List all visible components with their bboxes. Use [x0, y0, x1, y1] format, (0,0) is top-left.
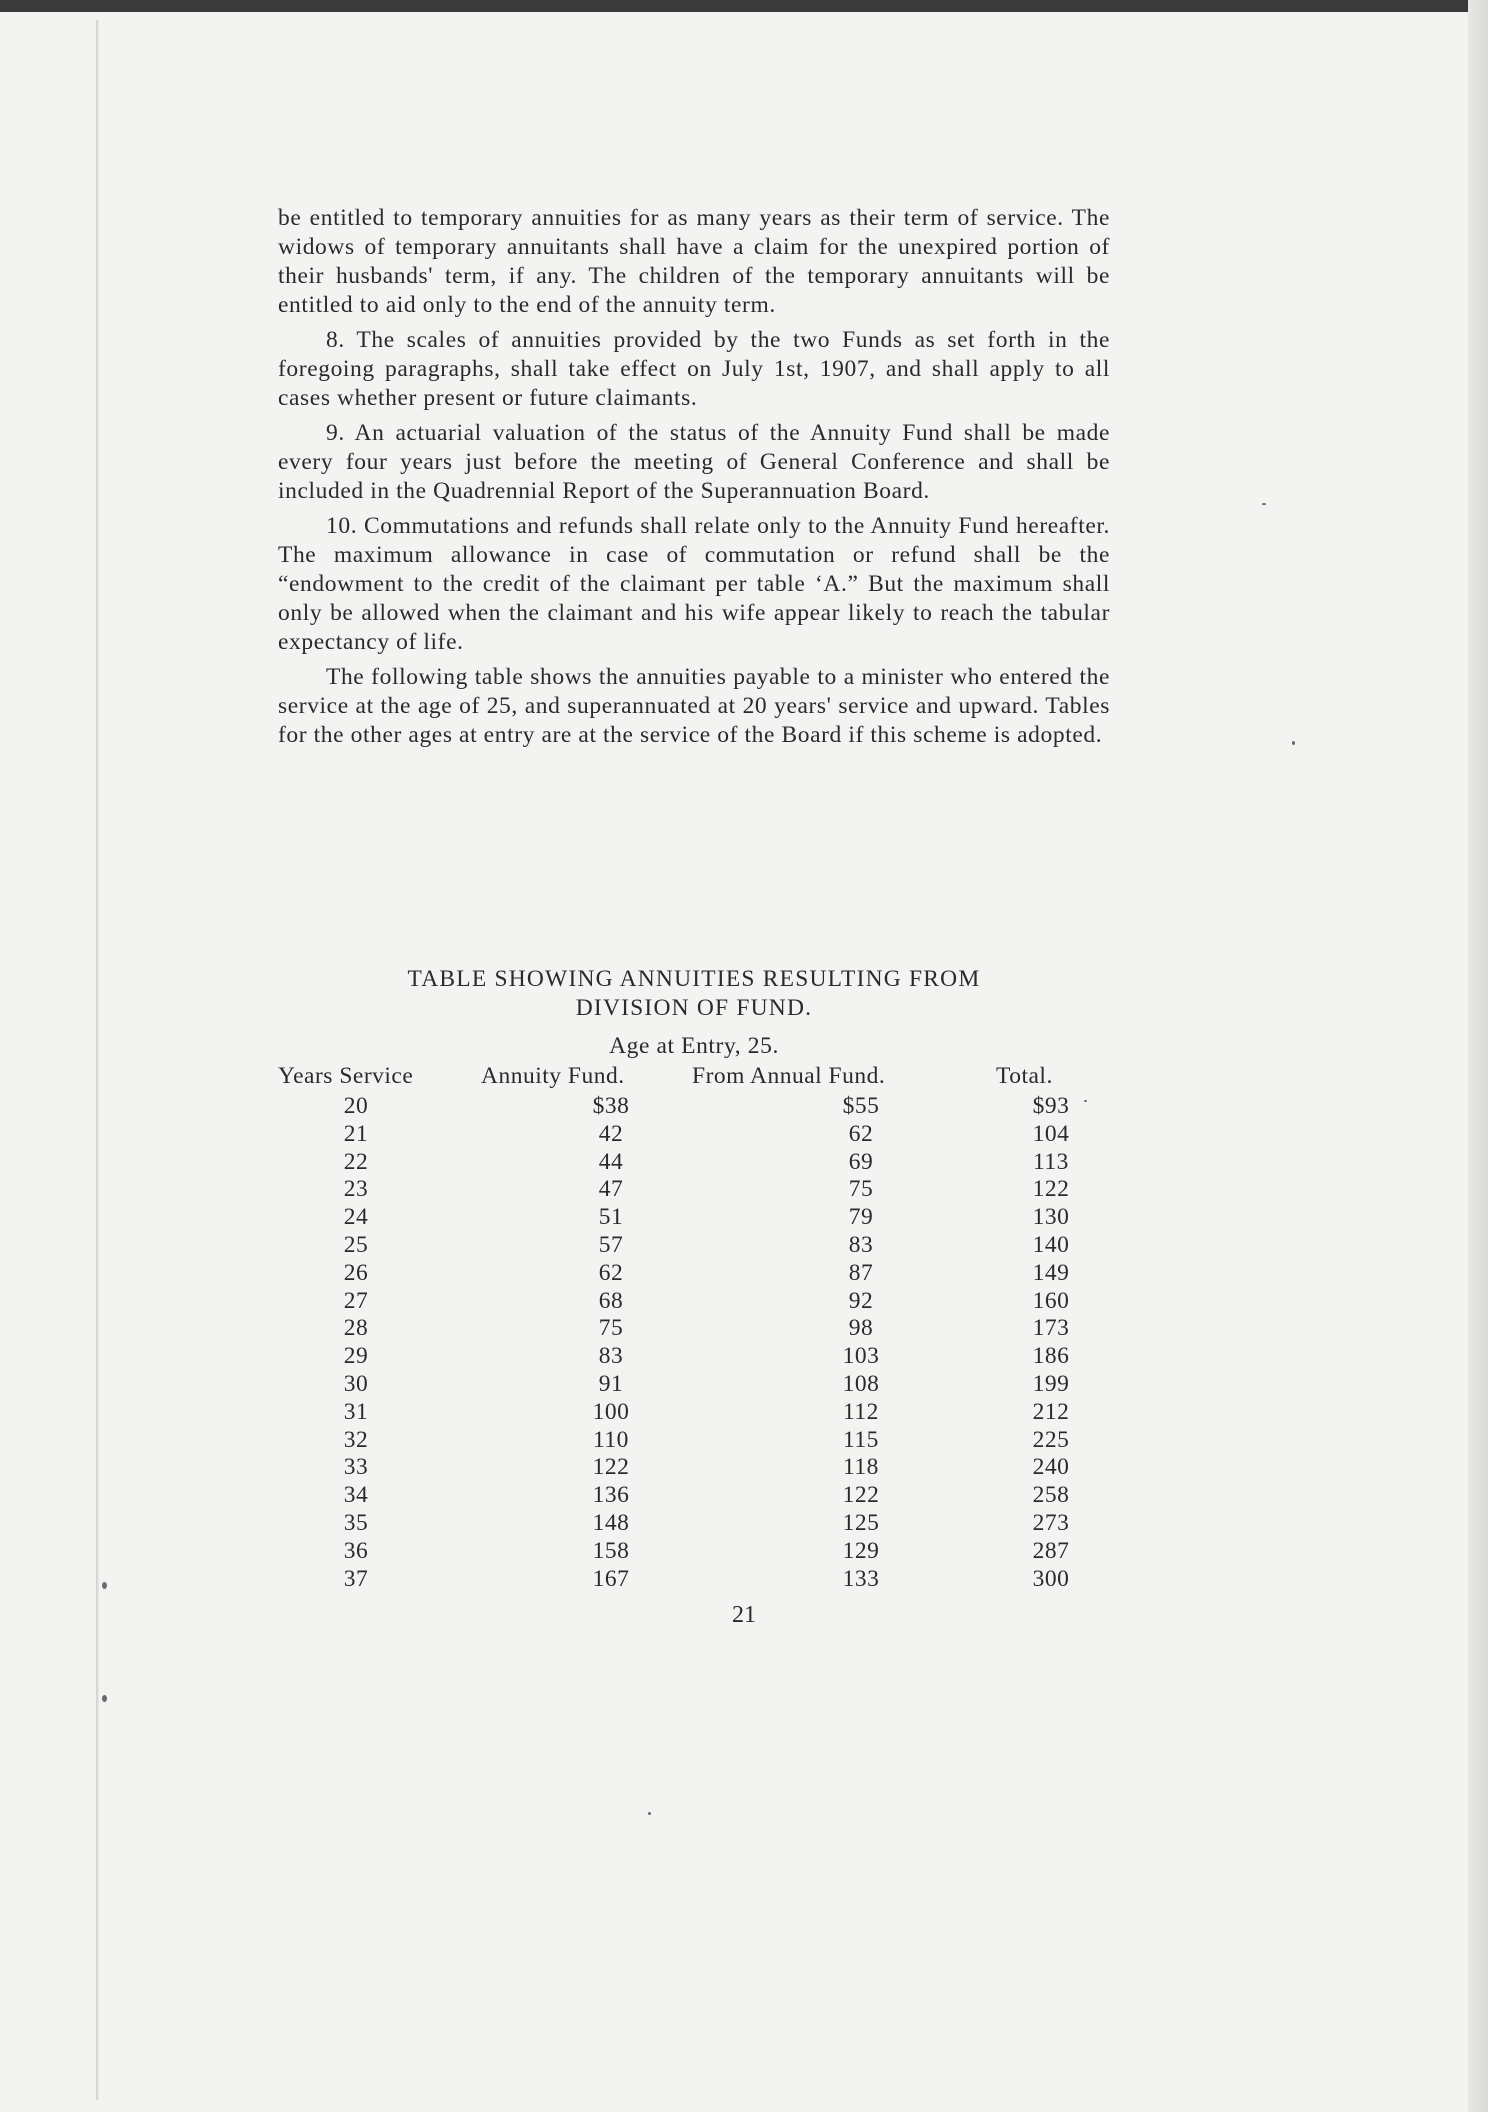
header-annual-fund: From Annual Fund. — [692, 1063, 886, 1089]
table-row — [276, 1093, 1116, 1121]
cell-annuity-fund: 83 — [598, 1343, 624, 1370]
cell-years-service: 29 — [343, 1343, 369, 1370]
cell-annual-fund: 103 — [842, 1343, 880, 1370]
table-row — [276, 1566, 1116, 1594]
cell-total: 130 — [1032, 1204, 1070, 1231]
scan-speck — [102, 1695, 107, 1702]
cell-annuity-fund: $38 — [592, 1093, 630, 1119]
cell-annuity-fund: 51 — [598, 1204, 624, 1231]
paragraph-8: 8. The scales of annuities provided by the two Funds as set forth in the foregoing paragraphs, shall take effect on July 1st, 1907, and shall apply to all cases whether present or future claimants. — [278, 327, 1110, 411]
cell-total: 273 — [1032, 1509, 1070, 1536]
cell-years-service: 28 — [343, 1315, 369, 1342]
table-row — [276, 1399, 1116, 1427]
cell-years-service: 20 — [343, 1093, 369, 1119]
cell-total: 300 — [1032, 1565, 1070, 1592]
cell-total: 140 — [1032, 1231, 1070, 1258]
scan-speck — [1084, 1100, 1087, 1102]
cell-annual-fund: 69 — [848, 1148, 874, 1175]
cell-years-service: 35 — [343, 1509, 369, 1536]
paragraph-10: 10. Commutations and refunds shall relate only to the Annuity Fund hereafter. The maximum allowance in case of commutation or refund shall be the “endowment to the credit of the claimant per table ‘A.” But the maximum shall only be allowed when the claimant and his wife appear likely to reach the tabular expectancy of life. — [278, 513, 1110, 655]
cell-annual-fund: 112 — [843, 1398, 879, 1425]
cell-years-service: 33 — [343, 1454, 369, 1481]
cell-annuity-fund: 110 — [593, 1426, 629, 1453]
cell-total: 160 — [1032, 1287, 1070, 1314]
cell-years-service: 27 — [343, 1287, 369, 1314]
cell-annuity-fund: 136 — [592, 1482, 630, 1509]
cell-annual-fund: 125 — [842, 1509, 880, 1536]
table-row — [276, 1149, 1116, 1177]
cell-total: 212 — [1032, 1398, 1070, 1425]
cell-total: $93 — [1032, 1093, 1070, 1119]
cell-total: 258 — [1032, 1482, 1070, 1509]
cell-years-service: 26 — [343, 1259, 369, 1286]
page-number: 21 — [732, 1602, 756, 1628]
cell-annual-fund: 79 — [848, 1204, 874, 1231]
table-row — [276, 1510, 1116, 1538]
table-row — [276, 1288, 1116, 1316]
cell-years-service: 36 — [343, 1537, 369, 1564]
table-row — [276, 1315, 1116, 1343]
table-row — [276, 1121, 1116, 1149]
cell-total: 122 — [1032, 1176, 1070, 1203]
table-body — [276, 1093, 1116, 1593]
cell-annuity-fund: 62 — [598, 1259, 624, 1286]
table-title-line-1: TABLE SHOWING ANNUITIES RESULTING FROM — [407, 966, 981, 992]
cell-annuity-fund: 158 — [592, 1537, 630, 1564]
scan-speck — [1292, 741, 1295, 745]
cell-annual-fund: 87 — [848, 1259, 874, 1286]
table-title-line-2: DIVISION OF FUND. — [575, 995, 813, 1021]
cell-total: 113 — [1033, 1148, 1069, 1175]
table-row — [276, 1482, 1116, 1510]
table-row — [276, 1176, 1116, 1204]
cell-total: 199 — [1032, 1370, 1070, 1397]
cell-annuity-fund: 57 — [598, 1231, 624, 1258]
cell-total: 104 — [1032, 1120, 1070, 1147]
cell-annuity-fund: 42 — [598, 1120, 624, 1147]
cell-years-service: 21 — [343, 1120, 369, 1147]
table-row — [276, 1371, 1116, 1399]
paragraph-9: 9. An actuarial valuation of the status of the Annuity Fund shall be made every four years just before the meeting of General Conference and shall be included in the Quadrennial Report of the Superannuation Board. — [278, 420, 1110, 504]
cell-total: 225 — [1032, 1426, 1070, 1453]
cell-annuity-fund: 68 — [598, 1287, 624, 1314]
cell-annuity-fund: 100 — [592, 1398, 630, 1425]
cell-years-service: 23 — [343, 1176, 369, 1203]
annuities-table — [276, 1063, 1116, 1593]
cell-years-service: 32 — [343, 1426, 369, 1453]
cell-annuity-fund: 148 — [592, 1509, 630, 1536]
table-row — [276, 1260, 1116, 1288]
header-total: Total. — [996, 1063, 1053, 1089]
cell-years-service: 25 — [343, 1231, 369, 1258]
header-years-service: Years Service — [278, 1063, 414, 1089]
cell-annual-fund: 75 — [848, 1176, 874, 1203]
cell-years-service: 24 — [343, 1204, 369, 1231]
cell-annual-fund: 129 — [842, 1537, 880, 1564]
cell-total: 287 — [1032, 1537, 1070, 1564]
table-row — [276, 1232, 1116, 1260]
cell-annuity-fund: 44 — [598, 1148, 624, 1175]
cell-years-service: 30 — [343, 1370, 369, 1397]
cell-annual-fund: 98 — [848, 1315, 874, 1342]
cell-annual-fund: 115 — [843, 1426, 879, 1453]
table-row — [276, 1427, 1116, 1455]
paragraph-continuation: be entitled to temporary annuities for as many years as their term of service. The widows of temporary annuitants shall have a claim for the unexpired portion of their husbands' term, if any. The children of the temporary annuitants will be entitled to aid only to the end of the annuity term. — [278, 205, 1110, 318]
cell-total: 186 — [1032, 1343, 1070, 1370]
cell-annuity-fund: 91 — [598, 1370, 624, 1397]
table-row — [276, 1454, 1116, 1482]
cell-years-service: 31 — [343, 1398, 369, 1425]
cell-annual-fund: 83 — [848, 1231, 874, 1258]
cell-annual-fund: $55 — [842, 1093, 880, 1119]
cell-total: 173 — [1032, 1315, 1070, 1342]
cell-annual-fund: 118 — [843, 1454, 879, 1481]
table-row — [276, 1538, 1116, 1566]
table-row — [276, 1204, 1116, 1232]
table-subtitle: Age at Entry, 25. — [609, 1033, 779, 1059]
table-header-row — [276, 1063, 1116, 1093]
table-row — [276, 1343, 1116, 1371]
cell-total: 149 — [1032, 1259, 1070, 1286]
cell-total: 240 — [1032, 1454, 1070, 1481]
cell-annual-fund: 133 — [842, 1565, 880, 1592]
cell-annuity-fund: 167 — [592, 1565, 630, 1592]
header-annuity-fund: Annuity Fund. — [481, 1063, 625, 1089]
cell-years-service: 37 — [343, 1565, 369, 1592]
cell-annual-fund: 62 — [848, 1120, 874, 1147]
cell-years-service: 34 — [343, 1482, 369, 1509]
body-text — [278, 204, 1110, 756]
cell-annual-fund: 92 — [848, 1287, 874, 1314]
paragraph-table-intro: The following table shows the annuities payable to a minister who entered the service at the age of 25, and superannuated at 20 years' service and upward. Tables for the other ages at entry are at the service of the Board if this scheme is adopted. — [278, 664, 1110, 748]
cell-annuity-fund: 47 — [598, 1176, 624, 1203]
cell-years-service: 22 — [343, 1148, 369, 1175]
cell-annual-fund: 108 — [842, 1370, 880, 1397]
scan-speck — [648, 1812, 651, 1815]
cell-annuity-fund: 122 — [592, 1454, 630, 1481]
cell-annuity-fund: 75 — [598, 1315, 624, 1342]
scan-speck — [1262, 503, 1266, 505]
cell-annual-fund: 122 — [842, 1482, 880, 1509]
scan-speck — [102, 1582, 107, 1589]
